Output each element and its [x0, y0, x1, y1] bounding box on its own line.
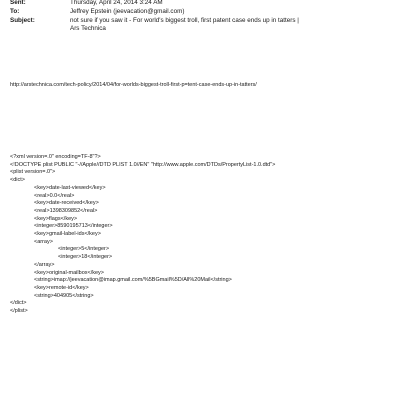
subject-line-1: not sure if you saw it - For world's biggest troll, first patent case ends up in tatters | [70, 17, 299, 24]
plist-line: <key>remote-id</key> [34, 284, 89, 291]
sent-row [10, 0, 390, 8]
plist-line: <plist version=.0"> [10, 169, 56, 176]
sent-label: Sent: [10, 0, 26, 6]
plist-line: </plist> [10, 308, 28, 315]
subject-label: Subject: [10, 17, 35, 24]
to-row [10, 8, 390, 17]
subject-line-2: Ars Technica [70, 25, 106, 32]
plist-line: </dict> [10, 300, 27, 307]
plist-line: <integer>18</integer> [58, 254, 113, 261]
plist-line: <?xml version=.0" encoding=TF-8"?> [10, 154, 101, 160]
plist-line: <real>1398309852</real> [34, 207, 98, 214]
article-url: http://arstechnica.com/tech-policy/2014/04/for-worlds-biggest-troll-first-p=tent-case-ends-up-in-tatters/ [10, 82, 257, 88]
plist-line: <integer>8590195713</integer> [34, 223, 113, 230]
plist-line: <integer>5</integer> [58, 246, 110, 253]
plist-line: <key>gmail-label-ids</key> [34, 231, 101, 238]
plist-line: <key>date-received</key> [34, 200, 99, 207]
plist-line: <key>original-mailbox</key> [34, 269, 105, 276]
plist-line: <string>404905</string> [34, 292, 94, 299]
plist-line: <key>flags</key> [34, 215, 78, 222]
to-value: Jeffrey Epstein (jeevacation@gmail.com) [70, 8, 185, 15]
plist-line: <dict> [10, 177, 25, 184]
to-label: To: [10, 8, 20, 15]
plist-line: <real>0.0</real> [34, 192, 75, 199]
plist-line: </array> [34, 261, 55, 268]
plist-line: <!DOCTYPE plist PUBLIC "-//Apple//DTD PLIST 1.0//EN" "http://www.apple.com/DTDs/PropertyList-1.0.dtd"> [10, 161, 276, 168]
plist-line: <string>imap://jeevacation@imap.gmail.com/%5BGmail%5D/All%20Mail</string> [34, 277, 232, 284]
sent-value: Thursday, April 24, 2014 3:24 AM [70, 0, 163, 6]
plist-line: <key>date-last-viewed</key> [34, 184, 106, 191]
plist-line: <array> [34, 238, 53, 245]
plist-block [10, 154, 275, 316]
subject-value [70, 17, 380, 33]
subject-row [10, 17, 390, 35]
